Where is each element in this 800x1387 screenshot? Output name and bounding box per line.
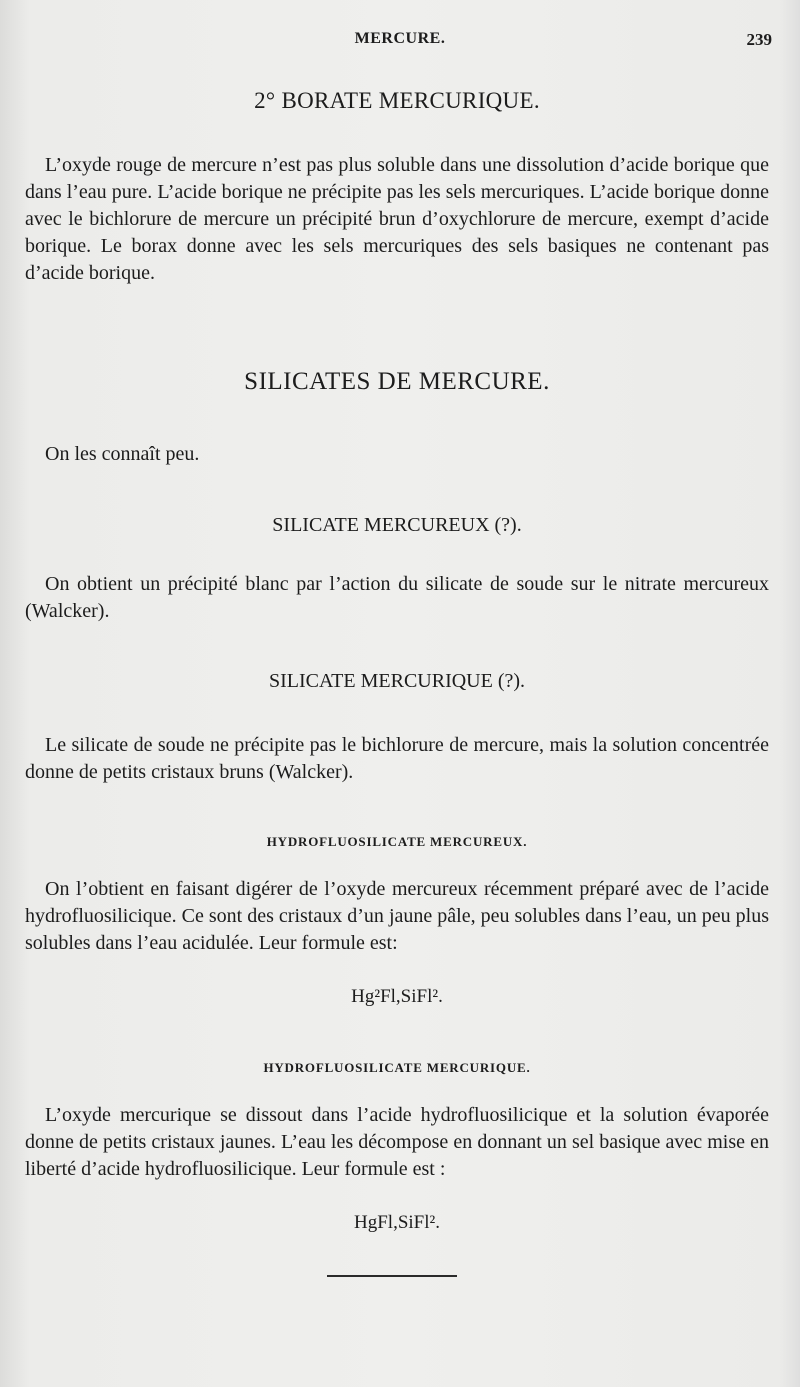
section-hydro-mercurique [25, 1060, 769, 1076]
section-hydro-mercureux-body [25, 876, 769, 957]
section-silicate-mercurique-body [25, 732, 769, 786]
paragraph-hydro-mercurique: L’oxyde mercurique se dissout dans l’acide hydrofluosilicique et la solution évaporée donne de petits cristaux jaunes. L’eau les décompose en donnant un sel basique avec mise en liberté d’acide hydrofluosilicique. Leur formule est : [25, 1104, 769, 1180]
formula-hydro-mercurique: HgFl,SiFl². [354, 1212, 440, 1233]
section-borate-body [25, 152, 769, 287]
section-silicate-mercurique [25, 670, 769, 693]
paragraph-silicates: On les connaît peu. [45, 443, 200, 465]
paragraph-silicate-mercureux: On obtient un précipité blanc par l’action du silicate de soude sur le nitrate mercureux (Walcker). [25, 573, 769, 622]
paragraph-borate: L’oxyde rouge de mercure n’est pas plus soluble dans une dissolution d’acide borique que dans l’eau pure. L’acide borique ne précipite pas les sels mercuriques. L’acide borique donne avec le bichlorure de mercure un précipité brun d’oxychlorure de mercure, exempt d’acide borique. Le borax donne avec les sels mercuriques des sels basiques ne contenant pas d’acide borique. [25, 154, 769, 284]
section-borate [25, 88, 769, 114]
paragraph-silicate-mercurique: Le silicate de soude ne précipite pas le bichlorure de mercure, mais la solution concentrée donne de petits cristaux bruns (Walcker). [25, 734, 769, 783]
formula-hydro-mercureux-wrap [25, 986, 769, 1008]
page-number: 239 [746, 30, 772, 49]
section-title-hydro-mercurique: HYDROFLUOSILICATE MERCURIQUE. [263, 1060, 531, 1075]
formula-hydro-mercurique-wrap [25, 1212, 769, 1234]
section-hydro-mercurique-body [25, 1102, 769, 1183]
section-silicates-body [25, 441, 769, 468]
section-title-borate: 2° BORATE MERCURIQUE. [254, 88, 540, 113]
section-title-silicate-mercurique: SILICATE MERCURIQUE (?). [268, 670, 526, 692]
running-title: MERCURE. [354, 30, 446, 47]
section-hydro-mercureux [25, 834, 769, 850]
section-silicate-mercureux [25, 514, 769, 537]
closing-rule [327, 1275, 457, 1277]
formula-hydro-mercureux: Hg²Fl,SiFl². [351, 986, 443, 1007]
section-title-silicate-mercureux: SILICATE MERCUREUX (?). [272, 514, 522, 536]
section-title-silicates: SILICATES DE MERCURE. [244, 368, 550, 395]
section-silicates [25, 368, 769, 396]
section-title-hydro-mercureux: HYDROFLUOSILICATE MERCUREUX. [266, 834, 528, 849]
section-silicate-mercureux-body [25, 571, 769, 625]
page-header [0, 30, 800, 54]
paragraph-hydro-mercureux: On l’obtient en faisant digérer de l’oxyde mercureux récemment préparé avec de l’acide hydrofluosilicique. Ce sont des cristaux d’un jaune pâle, peu solubles dans l’eau, un peu plus solubles dans l’eau acidulée. Leur formule est: [25, 878, 769, 954]
